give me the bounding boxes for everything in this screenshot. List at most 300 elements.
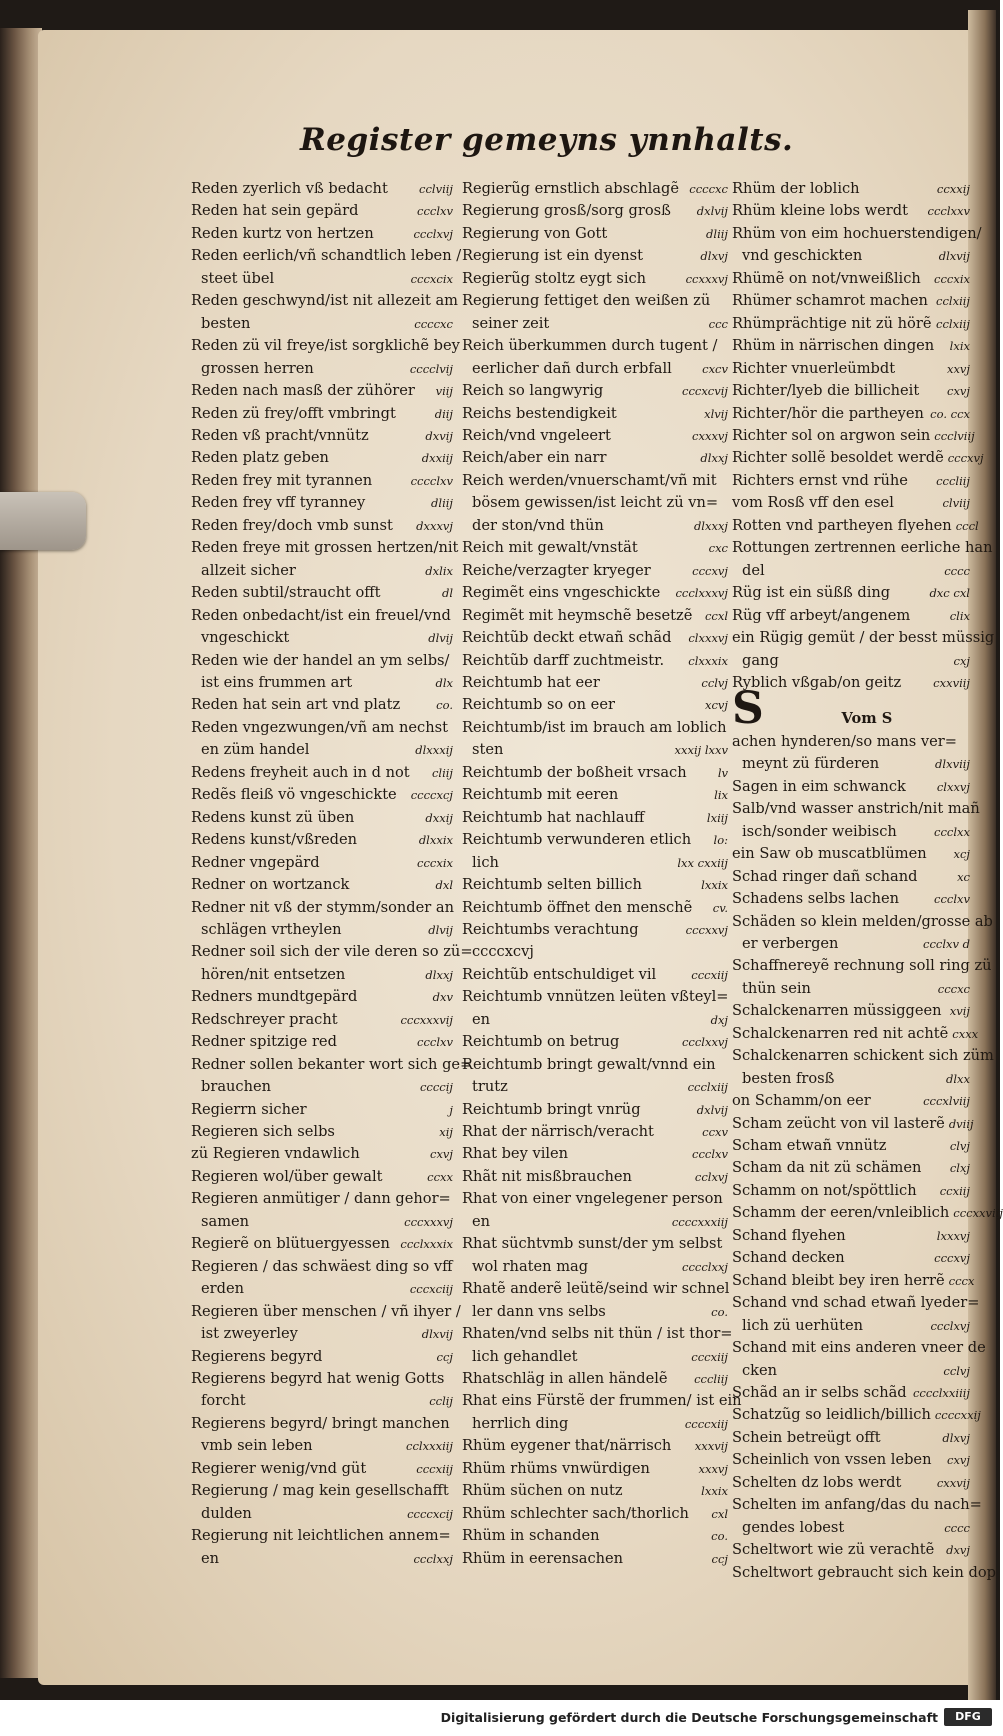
index-entry — [462, 829, 728, 851]
index-entry — [732, 978, 970, 1000]
index-entry — [732, 1315, 970, 1337]
entry-page-number: cccxiij — [691, 967, 728, 982]
entry-text: Regierung grosß/sorg grosß — [462, 202, 671, 220]
entry-page-number: ccclviij — [934, 428, 975, 443]
entry-text: Schand decken — [732, 1249, 845, 1267]
entry-page-number: cxxx — [952, 1026, 979, 1041]
index-entry — [732, 1270, 975, 1292]
entry-text: besten frosß — [742, 1069, 835, 1087]
index-entry — [732, 492, 970, 514]
index-entry — [191, 1188, 453, 1210]
entry-page-number: cccxiij — [691, 1349, 728, 1364]
entry-page-number: cccxxxvj — [404, 1214, 453, 1229]
index-entry — [462, 1278, 728, 1300]
index-entry — [462, 1188, 728, 1210]
entry-page-number: ccxxxvj — [685, 271, 728, 286]
index-entry — [191, 1121, 453, 1143]
index-entry — [191, 268, 453, 290]
index-entry — [191, 582, 453, 604]
index-entry — [462, 1503, 728, 1525]
entry-page-number: clix — [949, 608, 970, 623]
drop-cap: S — [732, 683, 764, 735]
index-entry — [462, 1458, 728, 1480]
entry-page-number: xij — [439, 1125, 453, 1140]
entry-text: Reichtũb entschuldiget vil — [462, 965, 657, 983]
index-entry — [191, 717, 453, 739]
entry-page-number: cclxiij — [936, 294, 970, 309]
entry-text: Rhatschläg in allen händelẽ — [462, 1370, 668, 1388]
index-entry — [462, 852, 728, 874]
entry-text: lich gehandlet — [472, 1347, 578, 1365]
entry-text: Schãd an ir selbs schãd — [732, 1384, 907, 1402]
index-entry — [732, 1202, 1003, 1224]
entry-text: Schad ringer dañ schand — [732, 867, 918, 885]
index-entry — [191, 1233, 453, 1255]
entry-text: Regieren sich selbs — [191, 1123, 335, 1141]
entry-text: Reden kurtz von hertzen — [191, 224, 374, 242]
entry-page-number: ccccxiij — [684, 1416, 728, 1431]
entry-page-number: dxj — [710, 1012, 728, 1027]
entry-text: Rhümprächtige nit zü hörẽ — [732, 314, 932, 332]
index-entry — [191, 1323, 453, 1345]
index-entry — [732, 933, 970, 955]
entry-text: Reichtumb hat eer — [462, 673, 600, 691]
entry-text: Redens kunst zü üben — [191, 808, 355, 826]
index-entry — [462, 919, 728, 941]
index-entry — [732, 866, 970, 888]
index-entry — [732, 1562, 996, 1584]
entry-page-number: dlxvj — [700, 249, 728, 264]
entry-text: Regierung ist ein dyenst — [462, 247, 644, 265]
entry-page-number: ccclxv — [417, 204, 453, 219]
entry-page-number: cclxvj — [694, 1169, 728, 1184]
entry-text: Reichtumb bringt vnrüg — [462, 1100, 641, 1118]
index-entry — [462, 1323, 733, 1345]
entry-page-number: dlxxxj — [693, 518, 728, 533]
index-entry — [462, 1525, 728, 1547]
entry-page-number: cccxvj — [934, 1251, 970, 1266]
entry-page-number: ccclxvj — [413, 226, 453, 241]
entry-page-number: clxj — [949, 1161, 970, 1176]
index-entry — [462, 560, 728, 582]
entry-text: gang — [742, 651, 779, 669]
entry-page-number: co. ccx — [930, 406, 970, 421]
index-entry — [732, 1045, 994, 1067]
entry-text: Reden hat sein gepärd — [191, 202, 359, 220]
entry-text: Rhüm süchen on nutz — [462, 1482, 623, 1500]
entry-text: Reich überkummen durch tugent / — [462, 337, 718, 355]
entry-page-number: clxxxvj — [688, 631, 728, 646]
entry-text: del — [742, 561, 765, 579]
entry-page-number: ccclxvj — [930, 1318, 970, 1333]
index-entry — [462, 515, 728, 537]
index-entry — [462, 492, 728, 514]
index-entry — [191, 784, 453, 806]
entry-text: Reich werden/vnuerschamt/vñ mit — [462, 471, 717, 489]
entry-page-number: dviij — [948, 1116, 974, 1131]
entry-page-number: lo: — [713, 833, 728, 848]
entry-text: Reden frey mit tyrannen — [191, 471, 373, 489]
entry-text: Reichtũb deckt etwañ schãd — [462, 629, 672, 647]
entry-text: Reden subtil/straucht offt — [191, 584, 381, 602]
entry-text: Redner soil sich der vile deren so zü= — [191, 943, 473, 961]
index-entry — [732, 560, 970, 582]
entry-text: Scheltwort gebraucht sich kein dop — [732, 1563, 996, 1581]
entry-text: Reichtumbs verachtung — [462, 920, 639, 938]
entry-page-number: ccclxv — [934, 892, 970, 907]
entry-text: Redẽs fleiß vö vngeschickte — [191, 786, 397, 804]
entry-text: trutz — [472, 1078, 508, 1096]
entry-page-number: dlxvij — [421, 1327, 453, 1342]
entry-page-number: xcj — [953, 847, 970, 862]
entry-page-number: cccc — [944, 563, 970, 578]
index-entry — [732, 425, 975, 447]
entry-text: Regieren wol/über gewalt — [191, 1167, 383, 1185]
entry-text: Schatzũg so leidlich/billich — [732, 1406, 931, 1424]
index-entry — [191, 560, 453, 582]
index-entry — [462, 897, 728, 919]
entry-text: Schalckenarren müssiggeen — [732, 1002, 942, 1020]
entry-page-number: ccj — [436, 1349, 453, 1364]
entry-page-number: dliij — [706, 226, 728, 241]
entry-text: besten — [201, 314, 251, 332]
index-entry — [732, 843, 970, 865]
entry-text: Rhat bey vilen — [462, 1145, 569, 1163]
index-entry — [462, 784, 728, 806]
index-entry — [462, 1548, 728, 1570]
entry-page-number: dxc cxl — [929, 586, 970, 601]
entry-text: Schand mit eins anderen vneer de — [732, 1339, 986, 1357]
entry-page-number: ccclxxxvj — [675, 586, 728, 601]
index-entry — [191, 425, 453, 447]
entry-text: Regierer wenig/vnd güt — [191, 1459, 367, 1477]
entry-page-number: cccxvj — [692, 563, 728, 578]
entry-text: Schamm der eeren/vnleiblich — [732, 1204, 950, 1222]
index-entry — [462, 650, 728, 672]
index-entry — [191, 178, 453, 200]
entry-text: vngeschickt — [201, 629, 290, 647]
entry-text: Reden eerlich/vñ schandtlich leben / — [191, 247, 462, 265]
index-entry — [732, 888, 970, 910]
entry-text: Reichtumb mit eeren — [462, 786, 619, 804]
entry-text: en — [201, 1549, 220, 1567]
index-entry — [732, 223, 982, 245]
index-entry — [191, 470, 453, 492]
entry-page-number: cccxcvij — [682, 384, 728, 399]
entry-text: Reden vß pracht/vnnütz — [191, 426, 369, 444]
entry-text: en — [472, 1010, 491, 1028]
index-entry — [191, 762, 453, 784]
entry-text: Reden zü vil freye/ist sorgklichẽ bey — [191, 337, 460, 355]
entry-page-number: dxxxvj — [416, 518, 453, 533]
entry-page-number: ccclxxvj — [681, 1035, 728, 1050]
entry-page-number: diij — [434, 406, 453, 421]
entry-text: Regierung nit leichtlichen annem= — [191, 1527, 451, 1545]
entry-page-number: ccclxx — [934, 824, 970, 839]
entry-text: Redens kunst/vßreden — [191, 831, 358, 849]
entry-text: Rhümer schamrot machen — [732, 292, 928, 310]
entry-page-number: dlxviij — [935, 757, 970, 772]
index-entry — [191, 245, 462, 267]
entry-text: Reichtumb selten billich — [462, 876, 642, 894]
index-entry — [462, 762, 728, 784]
entry-text: Schamm on not/spöttlich — [732, 1181, 917, 1199]
entry-page-number: cccliij — [936, 473, 970, 488]
entry-page-number: ccj — [711, 1551, 728, 1566]
index-entry — [191, 627, 453, 649]
entry-page-number: cccclxxiiij — [912, 1386, 970, 1401]
entry-page-number: ccclxv d — [923, 936, 970, 951]
index-entry — [462, 268, 728, 290]
index-entry — [732, 1539, 970, 1561]
entry-text: Rhüm eygener that/närrisch — [462, 1437, 672, 1455]
entry-text: Rhüm in eerensachen — [462, 1549, 624, 1567]
index-entry — [462, 807, 728, 829]
entry-text: Schaffnereyẽ rechnung soll ring zü — [732, 957, 992, 975]
entry-page-number: ccclxxxix — [400, 1237, 453, 1252]
index-entry — [732, 178, 970, 200]
index-entry — [191, 403, 453, 425]
entry-text: eerlicher dañ durch erbfall — [472, 359, 672, 377]
entry-text: dulden — [201, 1504, 252, 1522]
index-entry — [191, 200, 453, 222]
index-entry — [191, 447, 453, 469]
entry-text: Scheinlich von vssen leben — [732, 1451, 932, 1469]
entry-page-number: cccxlviij — [923, 1094, 970, 1109]
index-entry — [191, 537, 459, 559]
entry-page-number: dxvij — [425, 428, 453, 443]
entry-page-number: ccclxv — [417, 1035, 453, 1050]
index-column-1 — [191, 178, 473, 1570]
entry-page-number: ccccxc — [414, 316, 453, 331]
index-entry — [732, 268, 970, 290]
entry-page-number: co. — [711, 1304, 728, 1319]
index-entry — [191, 1278, 453, 1300]
entry-page-number: cclviij — [419, 182, 453, 196]
index-entry — [732, 380, 970, 402]
entry-page-number: ccccij — [419, 1080, 453, 1095]
index-entry — [191, 897, 453, 919]
entry-page-number: dlvij — [428, 922, 453, 937]
index-entry — [732, 1000, 970, 1022]
index-entry — [732, 582, 970, 604]
entry-text: Regierrn sicher — [191, 1100, 307, 1118]
entry-text: Regimẽt eins vngeschickte — [462, 584, 661, 602]
entry-text: Regierung fettiget den weißen zü — [462, 292, 711, 310]
entry-text: vom Rosß vff den esel — [732, 494, 894, 512]
index-entry — [191, 852, 453, 874]
index-entry — [191, 1009, 453, 1031]
entry-page-number: cccxix — [417, 855, 453, 870]
entry-text: Vom S — [841, 710, 893, 728]
entry-page-number: xxvj — [946, 361, 970, 376]
entry-page-number: clviij — [942, 496, 970, 511]
entry-text: Schalckenarren schickent sich züm — [732, 1047, 994, 1065]
entry-text: Rhüm kleine lobs werdt — [732, 202, 908, 220]
index-entry — [732, 1382, 970, 1404]
entry-page-number: cliij — [431, 765, 453, 780]
entry-text: Reichtumb so on eer — [462, 696, 615, 714]
entry-text: Redner nit vß der stymm/sonder an — [191, 898, 454, 916]
index-entry — [462, 582, 728, 604]
index-entry — [191, 1256, 453, 1278]
index-entry — [462, 694, 728, 716]
entry-text: Reich/vnd vngeleert — [462, 426, 611, 444]
entry-page-number: lxxxvj — [936, 1228, 970, 1243]
index-entry — [462, 1346, 728, 1368]
index-entry — [462, 672, 728, 694]
index-entry — [462, 739, 728, 761]
index-entry — [462, 1256, 728, 1278]
entry-text: Regierẽ on blütuergyessen — [191, 1235, 390, 1253]
entry-page-number: co. — [436, 698, 453, 713]
index-entry — [191, 290, 459, 312]
entry-text: Scheltwort wie zü verachtẽ — [732, 1541, 935, 1559]
entry-text: Rüg vff arbeyt/angenem — [732, 606, 911, 624]
entry-text: lich zü uerhüten — [742, 1316, 863, 1334]
entry-text: on Schamm/on eer — [732, 1092, 871, 1110]
index-entry — [462, 223, 728, 245]
index-entry — [462, 627, 728, 649]
entry-text: thün sein — [742, 979, 811, 997]
entry-page-number: dxl — [435, 878, 453, 893]
entry-page-number: cccx — [948, 1273, 975, 1288]
entry-text: Reden frey/doch vmb sunst — [191, 516, 393, 534]
index-entry — [732, 1225, 970, 1247]
entry-text: Rhümẽ on not/vnweißlich — [732, 269, 921, 287]
index-entry — [462, 335, 728, 357]
index-entry — [191, 807, 453, 829]
entry-text: gendes lobest — [742, 1518, 845, 1536]
entry-text: Reden onbedacht/ist ein freuel/vnd — [191, 606, 451, 624]
entry-text: Reich/aber ein narr — [462, 449, 607, 467]
entry-text: bösem gewissen/ist leicht zü vn= — [472, 494, 719, 512]
index-entry — [732, 1494, 982, 1516]
entry-page-number: dxvj — [946, 1543, 970, 1558]
entry-page-number: cccclxv — [410, 473, 453, 488]
entry-page-number: ccccxcj — [410, 788, 453, 803]
index-entry — [191, 1435, 453, 1457]
entry-page-number: dlvij — [428, 631, 453, 646]
entry-text: Redner sollen bekanter wort sich ge= — [191, 1055, 473, 1073]
index-entry — [462, 537, 728, 559]
entry-text: Reichtumb bringt gewalt/vnnd ein — [462, 1055, 716, 1073]
index-entry — [462, 605, 728, 627]
index-entry — [191, 1031, 453, 1053]
index-entry — [191, 1368, 453, 1390]
entry-text: Richters ernst vnd rühe — [732, 471, 908, 489]
index-column-2 — [462, 178, 742, 1570]
entry-text: Schelten dz lobs werdt — [732, 1473, 902, 1491]
entry-text: en züm handel — [201, 741, 310, 759]
index-entry — [462, 1211, 728, 1233]
entry-page-number: cxxvij — [936, 1475, 970, 1490]
entry-text: Redner vngepärd — [191, 853, 320, 871]
entry-text: Regieren über menschen / vñ ihyer / — [191, 1302, 461, 1320]
index-entry — [732, 515, 979, 537]
index-entry — [462, 1099, 728, 1121]
entry-page-number: xxxij lxxv — [674, 743, 728, 758]
entry-text: Reden zü frey/offt vmbringt — [191, 404, 396, 422]
index-entry — [462, 425, 728, 447]
index-entry — [462, 717, 728, 739]
entry-page-number: cccxc — [937, 981, 970, 996]
entry-text: Rhüm von eim hochuerstendigen/ — [732, 224, 982, 242]
entry-page-number: cccxcix — [410, 271, 453, 286]
index-entry — [462, 1435, 728, 1457]
entry-page-number: j — [449, 1102, 453, 1117]
entry-page-number: cccl — [955, 518, 979, 533]
entry-text: Redschreyer pracht — [191, 1010, 338, 1028]
entry-page-number: dliij — [431, 496, 453, 511]
entry-text: ist zweyerley — [201, 1325, 298, 1343]
entry-text: Richter/hör die partheyen — [732, 404, 924, 422]
entry-text: Ryblich vßgab/on geitz — [732, 673, 902, 691]
entry-page-number: cccliij — [694, 1372, 728, 1387]
entry-page-number: cxxviij — [933, 675, 970, 690]
index-entry — [732, 798, 980, 820]
index-entry — [732, 955, 992, 977]
entry-page-number: cxl — [711, 1506, 728, 1521]
entry-page-number: dlxxj — [425, 967, 453, 982]
index-entry — [462, 1368, 728, 1390]
dfg-logo: DFG — [944, 1708, 992, 1726]
entry-text: Scham da nit zü schämen — [732, 1159, 922, 1177]
index-entry — [732, 1449, 970, 1471]
index-entry — [191, 1301, 461, 1323]
entry-text: forcht — [201, 1392, 246, 1410]
entry-text: Reichtumb on betrug — [462, 1033, 620, 1051]
entry-text: Rhat von einer vngelegener person — [462, 1190, 723, 1208]
entry-text: Schelten im anfang/das du nach= — [732, 1496, 982, 1514]
index-entry — [732, 358, 970, 380]
index-entry — [732, 200, 970, 222]
index-entry — [732, 1068, 970, 1090]
entry-text: ler dann vns selbs — [472, 1302, 606, 1320]
entry-text: Reich so langwyrig — [462, 382, 604, 400]
index-entry — [462, 1480, 728, 1502]
index-entry — [191, 1503, 453, 1525]
entry-text: wol rhaten mag — [472, 1257, 589, 1275]
entry-page-number: ccxv — [702, 1125, 728, 1140]
index-entry — [462, 1076, 728, 1098]
entry-page-number: cccclxxj — [682, 1259, 728, 1274]
entry-page-number: lxix — [949, 339, 970, 354]
entry-text: ein Saw ob muscatblümen — [732, 845, 927, 863]
entry-text: samen — [201, 1212, 250, 1230]
entry-text: herrlich ding — [472, 1414, 569, 1432]
entry-text: sten — [472, 741, 504, 759]
index-entry — [732, 1247, 970, 1269]
entry-text: achen hynderen/so mans ver= — [732, 732, 957, 750]
entry-text: ist eins frummen art — [201, 673, 353, 691]
entry-text: Schadens selbs lachen — [732, 890, 900, 908]
index-entry — [191, 1076, 453, 1098]
index-entry — [462, 1009, 728, 1031]
entry-text: Rhüm in närrischen dingen — [732, 337, 935, 355]
index-entry — [462, 986, 728, 1008]
index-entry — [191, 1211, 453, 1233]
entry-text: Richter/lyeb die billicheit — [732, 382, 920, 400]
index-entry — [191, 941, 473, 963]
index-entry — [191, 1458, 453, 1480]
entry-text: Richter vnuerleümbdt — [732, 359, 896, 377]
entry-page-number: dxxij — [425, 810, 453, 825]
entry-page-number: lxiij — [706, 810, 728, 825]
entry-page-number: dlxvij — [938, 249, 970, 264]
entry-page-number: dxlvij — [696, 1102, 728, 1117]
entry-text: schlägen vrtheylen — [201, 920, 342, 938]
